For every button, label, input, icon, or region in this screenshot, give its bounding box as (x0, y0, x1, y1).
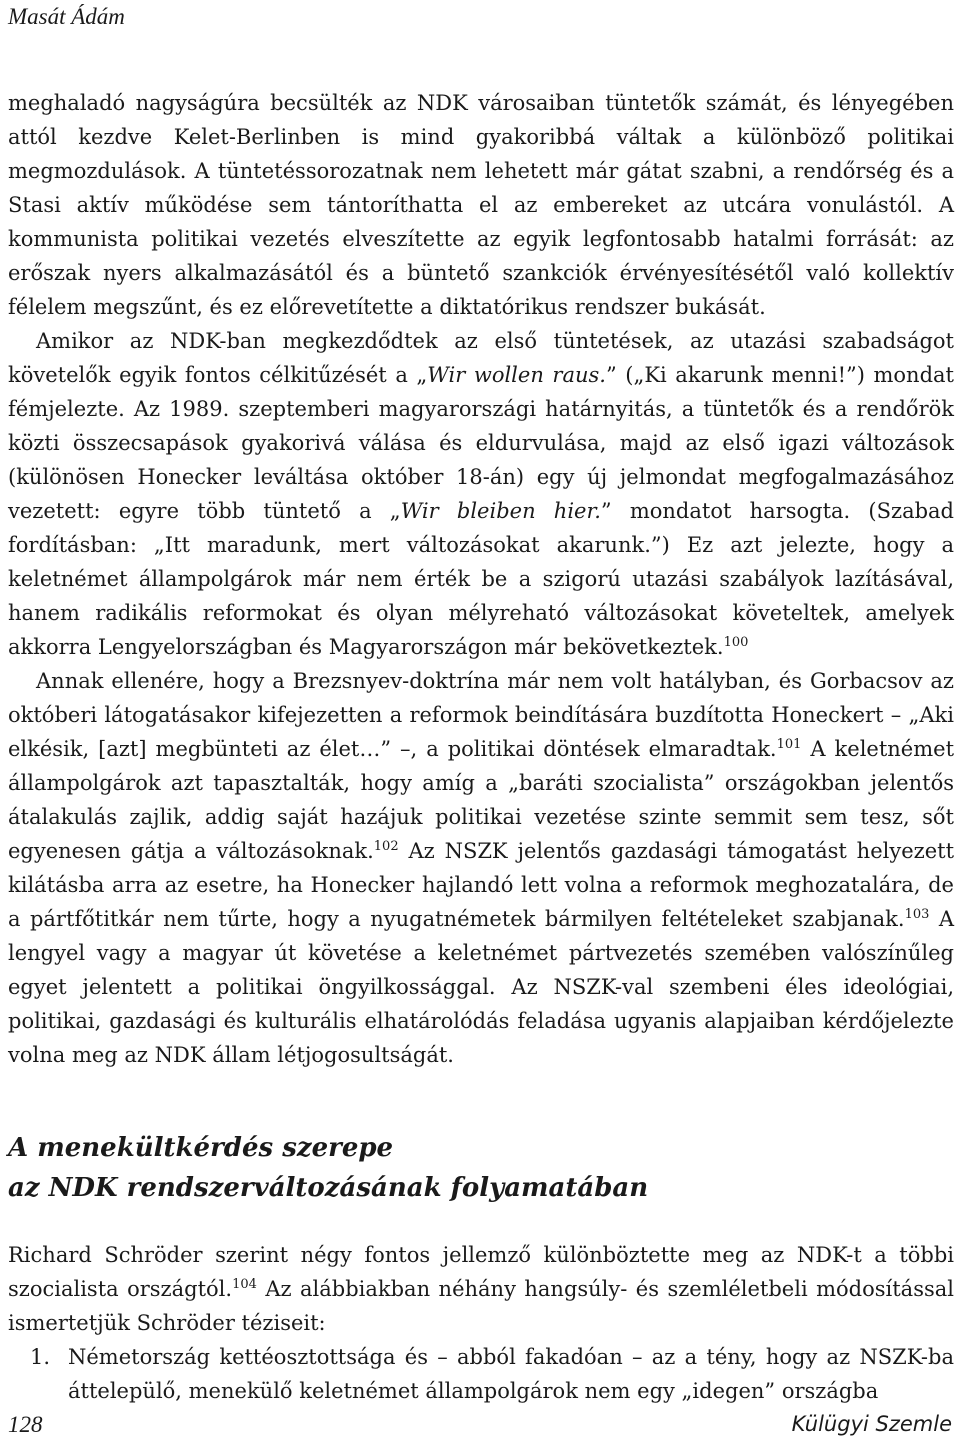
running-head: Masát Ádám (8, 4, 125, 29)
section-heading: A menekültkérdés szerepe az NDK rendszerváltozásának folyamatában (8, 1133, 649, 1203)
footnote-ref[interactable]: 101 (776, 737, 802, 752)
paragraph: Annak ellenére, hogy a Brezsnyev-doktrína már nem volt hatályban, és Gorbacsov az októberi látogatásakor kifejezetten a reformok beindítására buzdította Honeckert – „Aki elkésik, [azt] megbünteti az élet…” –, a politikai döntések elmaradtak.$^{101}$ A keletnémet állampolgárok azt tapasztalták, hogy amíg a „baráti szocialista” országokban jelentős átalakulás zajlik, addig saját hazájuk politikai vezetése szinte semmit sem tesz, sőt egyenesen gátja a változásoknak.$^{102}$ Az NSZK jelentős gazdasági támogatást helyezett kilátásba arra az esetre, ha Honecker hajlandó lett volna a reformok meghozatalára, de a pártfőtitkár nem tűrte, hogy a nyugatnémetek bármilyen feltételeket szabjanak.$^{103}$ A lengyel vagy a magyar út követése a keletnémet pártvezetés szemében valószínűleg egyet jelentett a politikai öngyilkossággal. Az NSZK-val szembeni éles ideológiai, politikai, gazdasági és kulturális elhatárolódás feladása ugyanis alapjaiban kérdőjelezte volna meg az NDK állam létjogosultságát. (8, 669, 955, 1067)
footnote-ref[interactable]: 104 (232, 1277, 257, 1292)
paragraph: Amikor az NDK-ban megkezdődtek az első tüntetések, az utazási szabadságot követelők egyik fontos célkitűzését a „Wir wollen raus.” („Ki akarunk menni!”) mondat fémjelezte. Az 1989. szeptemberi magyarországi határnyitás, a tüntetők és a rendőrök közti összecsapások gyakorivá válása és eldurvulása, majd az első igazi változások (különösen Honecker leváltása október 18-án) egy új jelmondat megfogalmazásához vezetett: egyre több tüntető a „Wir bleiben hier.” mondatot harsogta. (Szabad fordításban: „Itt maradunk, mert változásokat akarunk.”) Ez azt jelezte, hogy a keletnémet állampolgárok már nem érték be a szigorú utazási szabályok lazításával, hanem radikális reformokat és olyan mélyreható változásokat követeltek, amelyek akkorra Lengyelországban és Magyarországon már bekövetkeztek.$^{100}$ (8, 329, 954, 659)
page-number: 128 (8, 1412, 43, 1437)
footnote-ref[interactable]: 100 (723, 635, 749, 650)
paragraph: meghaladó nagyságúra becsülték az NDK városaiban tüntetők számát, és lényegében attól kezdve Kelet-Berlinben is mind gyakoribbá váltak a különböző politikai megmozdulások. A tüntetéssorozatnak nem lehetett már gátat szabni, a rendőrség és a Stasi aktív működése sem tántoríthatta el az embereket az utcára vonulástól. A kommunista politikai vezetés elveszítette az egyik legfontosabb hatalmi forrását: az erőszak nyers alkalmazásától és a büntető szankciók érvényesítésétől való kollektív félelem megszűnt, és ez előrevetítette a diktatórikus rendszer bukását. (8, 91, 954, 319)
list-text: Németország kettéosztottsága és – abból fakadóan – az a tény, hogy az NSZK-ba áttelepülő, menekülő keletnémet állampolgárok nem egy „idegen” országba (68, 1345, 954, 1403)
article-body (8, 86, 954, 1408)
german-quote: Wir wollen raus. (427, 363, 606, 387)
list-number: 1. (30, 1345, 51, 1369)
list-item (8, 1340, 954, 1408)
paragraph: Richard Schröder szerint négy fontos jellemző különböztette meg az NDK-t a többi szocialista országtól.$^{104}$ Az alábbiakban néhány hangsúly- és szemléletbeli módosítással ismertetjük Schröder téziseit: (8, 1243, 954, 1335)
german-quote: Wir bleiben hier. (400, 499, 601, 523)
journal-name: Külügyi Szemle (791, 1412, 952, 1436)
footnote-ref[interactable]: 103 (904, 907, 930, 922)
footnote-ref[interactable]: 102 (373, 839, 399, 854)
